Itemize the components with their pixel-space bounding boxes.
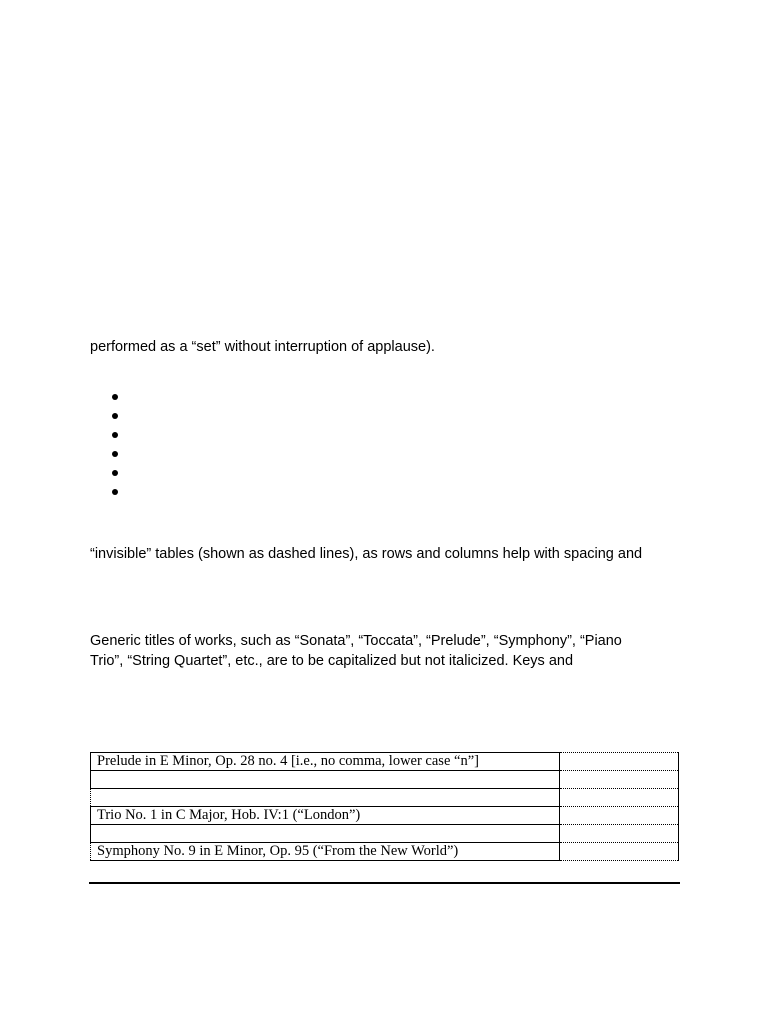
paragraph-set-performance: performed as a “set” without interruption of applause). bbox=[90, 339, 435, 355]
works-table bbox=[90, 752, 679, 861]
footnote-separator-rule bbox=[89, 882, 680, 884]
table-row bbox=[91, 789, 679, 807]
work-extra-cell bbox=[560, 825, 679, 843]
work-title-cell: Prelude in E Minor, Op. 28 no. 4 [i.e., no comma, lower case “n”] bbox=[91, 753, 560, 771]
work-extra-cell bbox=[560, 843, 679, 861]
work-extra-cell bbox=[560, 771, 679, 789]
bullet-icon bbox=[112, 489, 118, 495]
work-title-cell: Trio No. 1 in C Major, Hob. IV:1 (“London”) bbox=[91, 807, 560, 825]
bullet-icon bbox=[112, 413, 118, 419]
work-title-cell bbox=[91, 789, 560, 807]
work-extra-cell bbox=[560, 753, 679, 771]
paragraph-generic-titles-line-1: Generic titles of works, such as “Sonata”, “Toccata”, “Prelude”, “Symphony”, “Piano bbox=[90, 633, 622, 649]
table-row bbox=[91, 843, 679, 861]
work-extra-cell bbox=[560, 807, 679, 825]
work-extra-cell bbox=[560, 789, 679, 807]
table-row bbox=[91, 825, 679, 843]
work-title-cell bbox=[91, 771, 560, 789]
paragraph-generic-titles-line-2: Trio”, “String Quartet”, etc., are to be capitalized but not italicized. Keys and bbox=[90, 653, 574, 669]
work-title-cell: Symphony No. 9 in E Minor, Op. 95 (“From the New World”) bbox=[91, 843, 560, 861]
table-row bbox=[91, 753, 679, 771]
table-row bbox=[91, 771, 679, 789]
work-title-cell bbox=[91, 825, 560, 843]
bullet-icon bbox=[112, 432, 118, 438]
paragraph-invisible-tables: “invisible” tables (shown as dashed lines), as rows and columns help with spacing and bbox=[90, 546, 643, 562]
bullet-icon bbox=[112, 394, 118, 400]
bullet-icon bbox=[112, 451, 118, 457]
bullet-icon bbox=[112, 470, 118, 476]
table-row bbox=[91, 807, 679, 825]
